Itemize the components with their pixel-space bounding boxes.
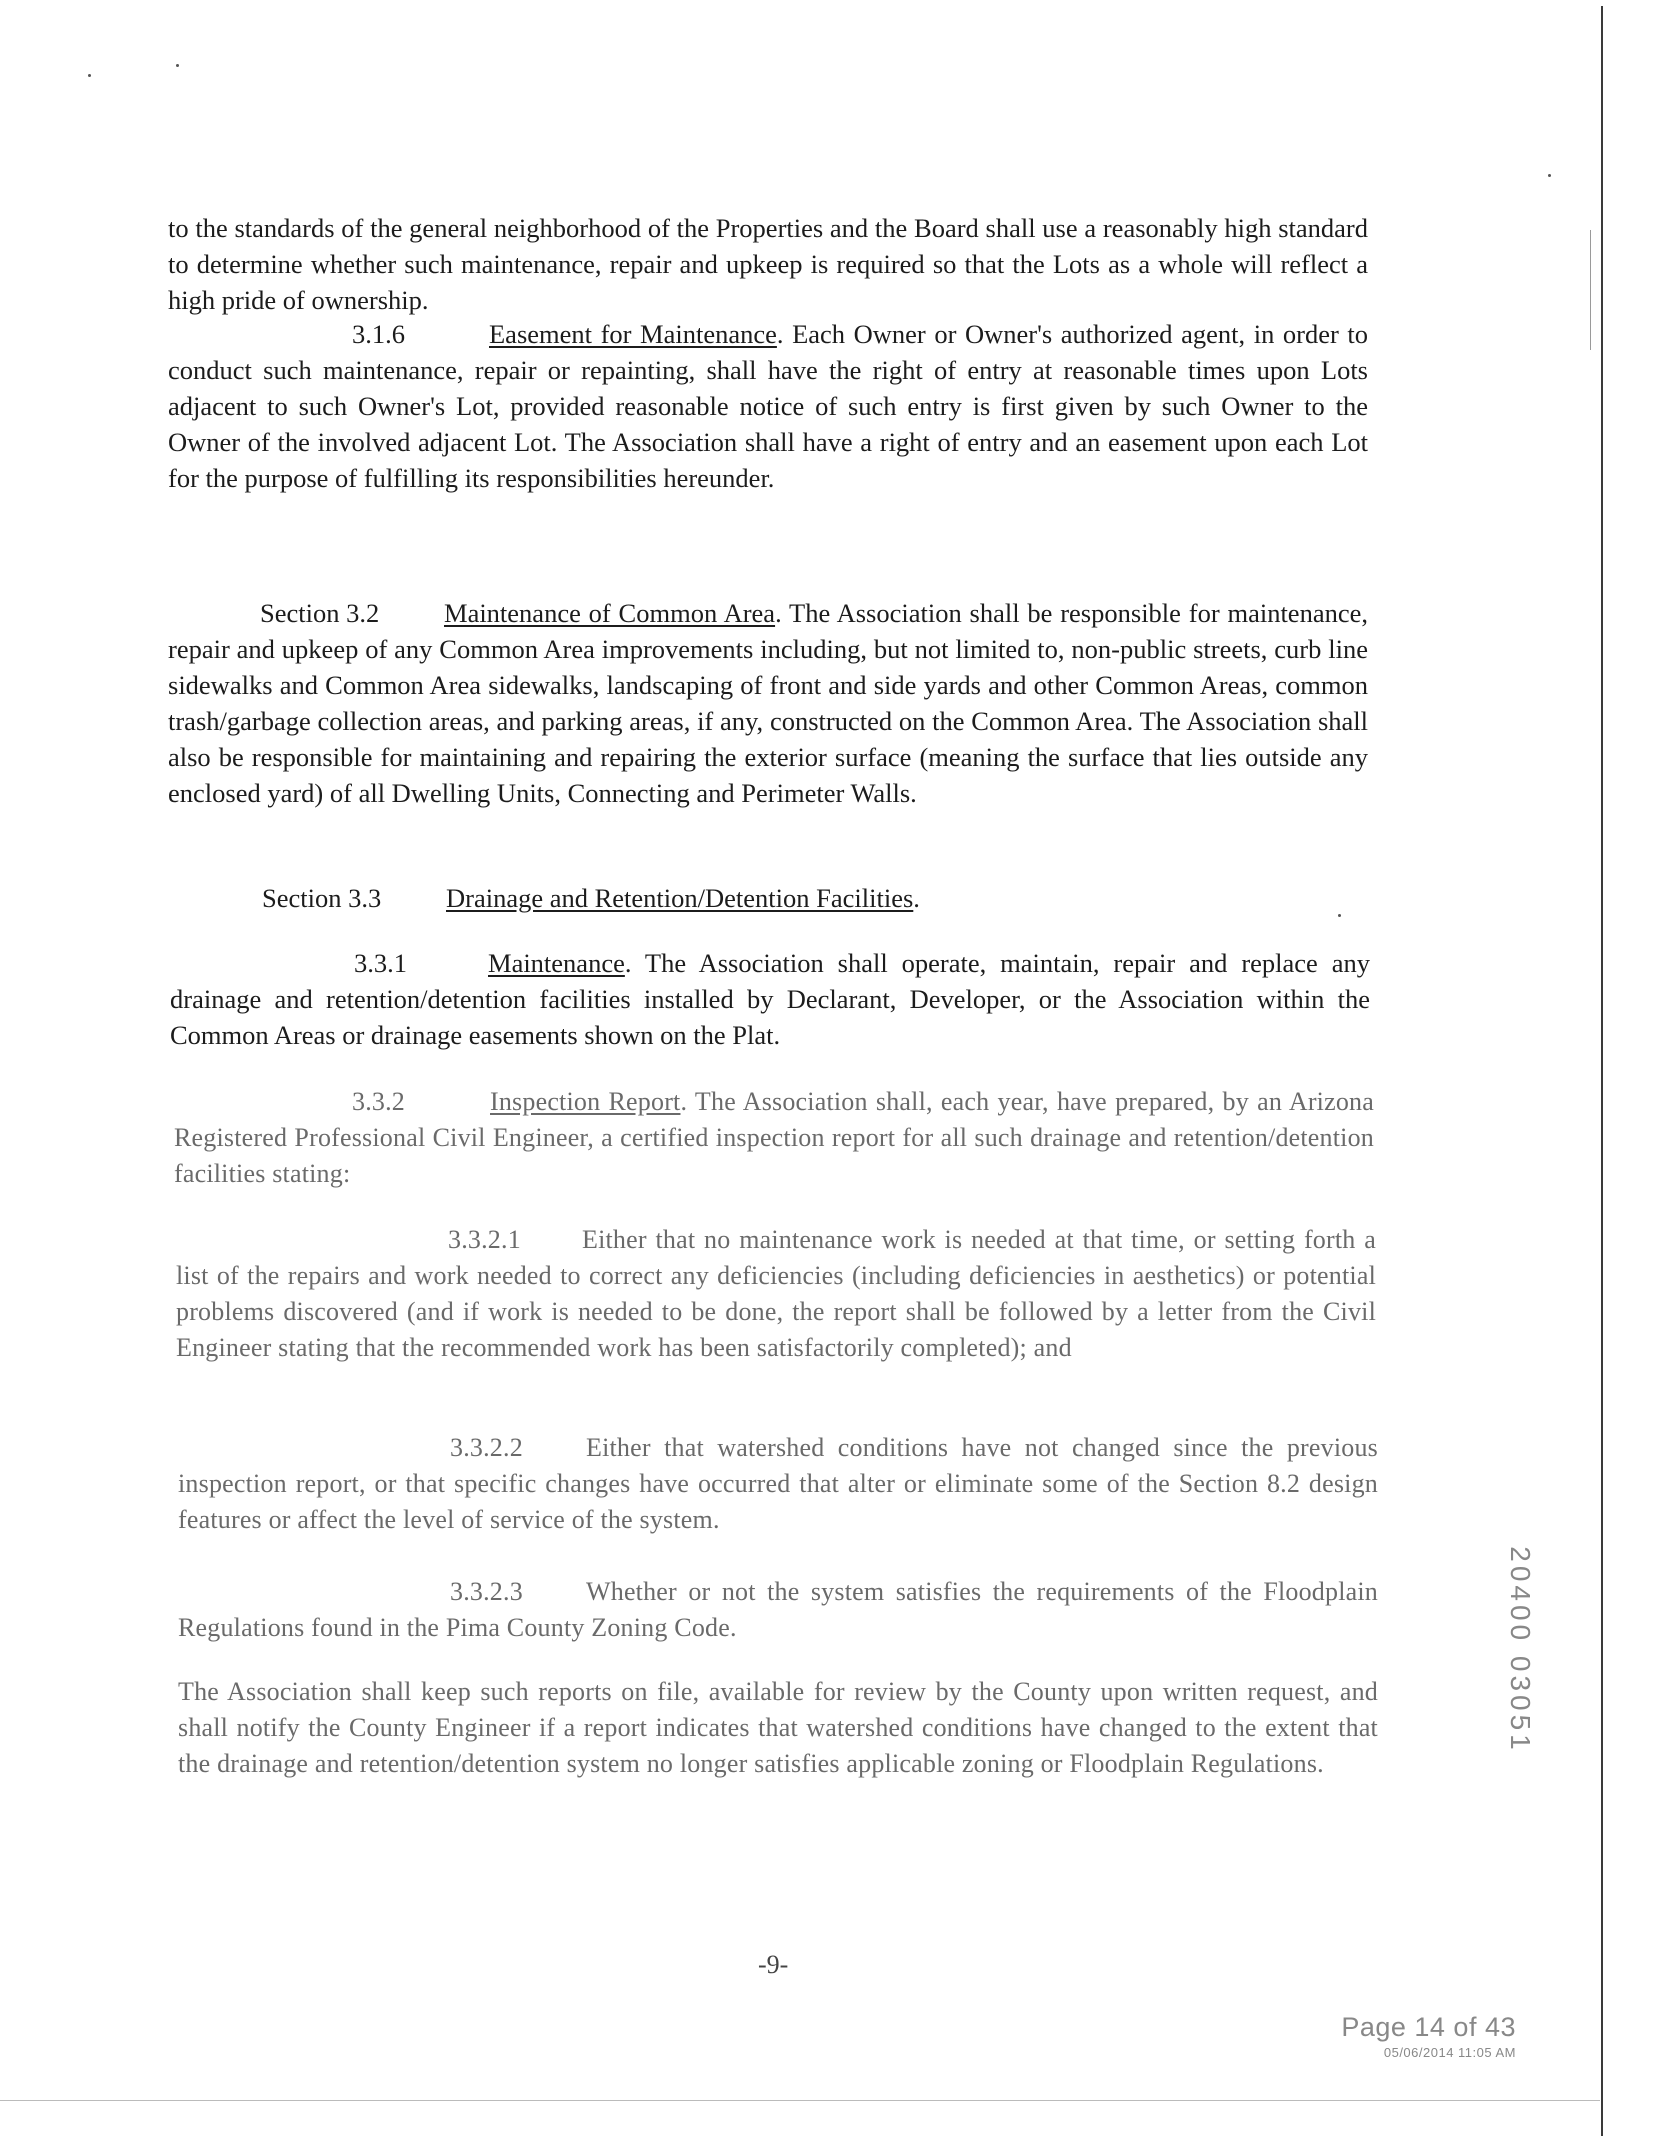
bottom-rule — [0, 2100, 1600, 2101]
continuation-text: to the standards of the general neighborhood of the Properties and the Board shall use a reasonably high standard to determine whether such maintenance, repair and upkeep is required so that the Lots as a whole will reflect a high pride of ownership. — [168, 213, 1368, 315]
continuation-paragraph — [168, 210, 1368, 318]
paragraph-number: 3.3.2.1 — [448, 1225, 521, 1254]
page-stamp: Page 14 of 43 — [1341, 2012, 1516, 2042]
scan-speck — [176, 64, 179, 67]
section-3-2 — [168, 595, 1368, 811]
paragraph-title: Easement for Maintenance — [489, 319, 777, 349]
section-number: Section 3.3 — [262, 883, 382, 913]
paragraph-3-3-2 — [174, 1084, 1374, 1192]
scan-speck — [1338, 914, 1341, 917]
paragraph-body: . Each Owner or Owner's authorized agent, in order to conduct such maintenance, repair or repainting, shall have the right of entry at reasonable times upon Lots adjacent to such Owner's Lot, provided reasonable notice of such entry is first given by such Owner to the Owner of the involved adjacent Lot. The Association shall have a right of entry and an easement upon each Lot for the purpose of fulfilling its responsibilities hereunder. — [168, 319, 1368, 493]
paragraph-3-3-2-2 — [178, 1430, 1378, 1538]
section-title-suffix: . — [913, 883, 920, 913]
scan-speck — [88, 74, 91, 77]
section-number: Section 3.2 — [260, 598, 380, 628]
paragraph-3-3-1 — [170, 945, 1370, 1053]
closing-text: The Association shall keep such reports on file, available for review by the County upon written request, and shall notify the County Engineer if a report indicates that watershed conditions have changed to the extent that the drainage and retention/detention system no longer satisfies applicable zoning or Floodplain Regulations. — [178, 1677, 1378, 1778]
paragraph-body: Whether or not the system satisfies the requirements of the Floodplain Regulations found in the Pima County Zoning Code. — [178, 1577, 1378, 1642]
docket-number-text: 20400 03051 — [1505, 1546, 1536, 1754]
paragraph-title: Inspection Report — [490, 1087, 681, 1116]
paragraph-number: 3.3.1 — [354, 948, 407, 978]
paragraph-title: Maintenance — [488, 948, 625, 978]
section-body: . The Association shall be responsible for maintenance, repair and upkeep of any Common Area improvements including, but not limited to, non-public streets, curb line sidewalks and Common Area sidewalks, landscaping of front and side yards and other Common Areas, common trash/garbage collection areas, and parking areas, if any, constructed on the Common Area. The Association shall also be responsible for maintaining and repairing the exterior surface (meaning the surface that lies outside any enclosed yard) of all Dwelling Units, Connecting and Perimeter Walls. — [168, 598, 1368, 808]
page-number: -9- — [758, 1950, 789, 1979]
scan-speck — [1548, 174, 1551, 177]
paragraph-body: . The Association shall operate, maintain, repair and replace any drainage and retention/detention facilities installed by Declarant, Developer, or the Association within the Common Areas or drainage easements shown on the Plat. — [170, 948, 1370, 1050]
paragraph-3-3-2-1 — [176, 1222, 1376, 1366]
stamp-timestamp: 05/06/2014 11:05 AM — [1383, 2045, 1516, 2060]
docket-number — [1500, 1530, 1540, 1770]
paragraph-body: Either that no maintenance work is needed at that time, or setting forth a list of the repairs and work needed to correct any deficiencies (including deficiencies in aesthetics) or potential problems discovered (and if work is needed to be done, the report shall be followed by a letter from the Civil Engineer stating that the recommended work has been satisfactorily completed); and — [176, 1225, 1376, 1362]
section-title: Maintenance of Common Area — [444, 598, 776, 628]
closing-paragraph — [178, 1674, 1378, 1782]
section-title: Drainage and Retention/Detention Facilities — [446, 883, 914, 913]
page-edge-mark — [1590, 230, 1591, 350]
paragraph-body: . The Association shall, each year, have prepared, by an Arizona Registered Professional Civil Engineer, a certified inspection report for all such drainage and retention/detention facilities stating: — [174, 1087, 1374, 1188]
paragraph-body: Either that watershed conditions have not changed since the previous inspection report, or that specific changes have occurred that alter or eliminate some of the Section 8.2 design features or affect the level of service of the system. — [178, 1433, 1378, 1534]
paragraph-number: 3.1.6 — [352, 319, 405, 349]
recording-stamp — [1341, 2012, 1516, 2060]
section-3-3-heading — [262, 880, 920, 916]
paragraph-number: 3.3.2.3 — [450, 1577, 523, 1606]
paragraph-3-3-2-3 — [178, 1574, 1378, 1646]
paragraph-number: 3.3.2.2 — [450, 1433, 523, 1462]
paragraph-number: 3.3.2 — [352, 1087, 405, 1116]
paragraph-3-1-6 — [168, 316, 1368, 496]
page-edge-rule — [1601, 6, 1603, 2136]
